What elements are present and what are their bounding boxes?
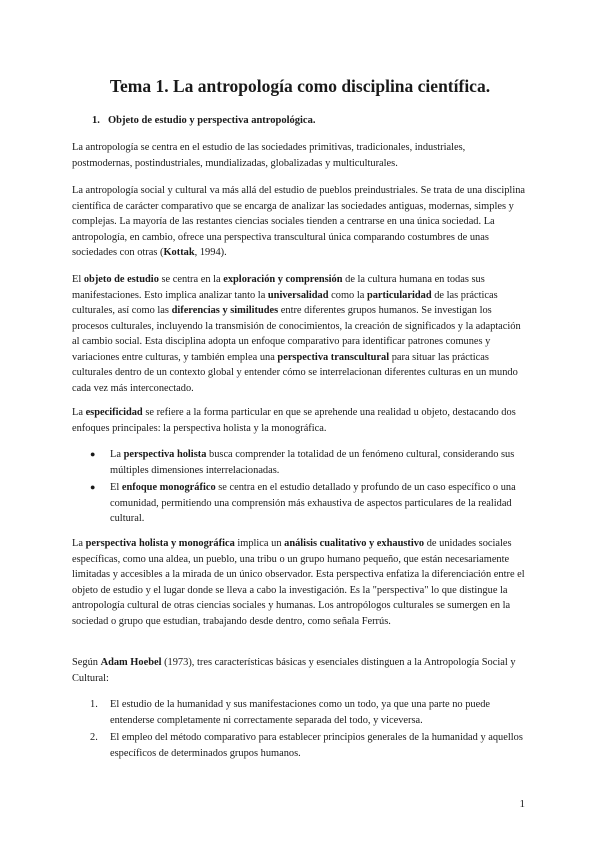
text-run: se centra en el estudio detallado y profundo de un caso específico o una comunidad, permitiendo una comprensión más exhaustiva de aspectos particulares de la realidad cultural. xyxy=(110,482,516,524)
text-run: se centra en la xyxy=(158,274,224,285)
list-item xyxy=(90,480,530,527)
text-run: El empleo del método comparativo para establecer principios generales de la humanidad y aquellos específicos de determinados grupos humanos. xyxy=(110,732,523,759)
bold-run: perspectiva transcultural xyxy=(277,351,390,363)
text-run: Según xyxy=(72,657,101,668)
paragraph-5 xyxy=(72,536,528,629)
text-run: de las prácticas culturales, así como las xyxy=(72,289,498,316)
text-run: (1973), tres características básicas y esenciales distinguen a la Antropología Social y Cultural: xyxy=(72,657,516,684)
text-run: para situar las prácticas culturales dentro de un contexto global y entender cómo se interrelacionan diferentes culturas en un mundo cada vez más interconectado. xyxy=(72,351,518,394)
text-run: , 1994). xyxy=(194,247,227,258)
bold-run: exploración y comprensión xyxy=(223,274,343,285)
list-item xyxy=(90,447,530,478)
bullet-icon: ● xyxy=(90,482,96,492)
paragraph-1: La antropología se centra en el estudio de las sociedades primitivas, tradicionales, industriales, postmodernas, postindustriales, mundializadas, globalizadas y multiculturales. xyxy=(72,142,466,169)
text-run: como la xyxy=(328,289,367,301)
list-number: 2. xyxy=(90,732,98,743)
bold-run: análisis cualitativo y exhaustivo xyxy=(284,538,425,549)
text-run: La antropología social y cultural va más allá del estudio de pueblos preindustriales. Se trata de una disciplina científica de carácter comparativo que se encarga de analizar las sociedades antiguas, modernas, simples y complejas. La mayoría de las restantes ciencias sociales tienden a centrarse en una única sociedad. La antropología, en cambio, ofrece una perspectiva transcultural única comparando costumbres de unas sociedades con otras ( xyxy=(72,185,526,258)
page-title: Tema 1. La antropología como disciplina científica. xyxy=(109,76,491,96)
text-run: de la cultura humana en todas sus manifestaciones. Esto implica analizar tanto la xyxy=(72,274,485,301)
text-run: La xyxy=(110,449,124,460)
list-item xyxy=(90,730,530,761)
bold-run: universalidad xyxy=(267,289,329,301)
paragraph-4 xyxy=(72,405,528,436)
section-label: Objeto de estudio y perspectiva antropológica. xyxy=(108,115,316,126)
bold-run: perspectiva holista xyxy=(123,449,207,460)
section-number: 1. xyxy=(92,115,100,126)
text-run: El estudio de la humanidad y sus manifestaciones como un todo, ya que una parte no puede entenderse completamente ni correctamente separada del todo, y viceversa. xyxy=(110,699,491,726)
bold-run: Kottak xyxy=(163,247,195,258)
text-run: entre diferentes grupos humanos. Se investigan los procesos culturales, incluyendo la transmisión de conocimientos, la creación de significados y la adaptación al cambio social. Esta disciplina adopta un enfoque comparativo para identificar patrones comunes y variaciones entre culturas, y también emplea una xyxy=(72,305,521,363)
text-run: La xyxy=(72,407,86,418)
bold-run: especificidad xyxy=(85,407,143,418)
list-number: 1. xyxy=(90,699,98,710)
list-item xyxy=(90,697,530,728)
bold-run: enfoque monográfico xyxy=(121,482,216,493)
paragraph-2 xyxy=(72,183,528,261)
numbered-list xyxy=(90,697,530,763)
bold-run: particularidad xyxy=(366,289,432,301)
page-number: 1 xyxy=(519,798,525,810)
bold-run: perspectiva holista y monográfica xyxy=(85,538,235,549)
text-run: de unidades sociales específicas, como una aldea, un pueblo, una tribu o un grupo humano pequeño, que están necesariamente limitadas y accesibles a la mirada de un único observador. Esta perspectiva enfatiza la diferenciación entre el objeto de estudio y el lugar donde se lleva a cabo la investigación. Es la "perspectiva" lo que distingue la antropología cultural de otras ciencias sociales y humanas. Los antropólogos culturales se sumergen en la sociedad o grupo que estudian, trabajando desde dentro, como señala Ferrús. xyxy=(72,538,525,627)
text-run: se refiere a la forma particular en que se aprehende una realidad u objeto, destacando dos enfoques principales: la perspectiva holista y la monográfica. xyxy=(72,407,516,434)
text-run: El xyxy=(110,482,122,493)
bullet-icon: ● xyxy=(90,449,96,459)
paragraph-3 xyxy=(72,272,528,396)
text-run: implica un xyxy=(234,538,285,549)
bold-run: diferencias y similitudes xyxy=(171,305,279,316)
bold-run: Adam Hoebel xyxy=(100,657,162,668)
bullet-list xyxy=(90,447,530,529)
bold-run: objeto de estudio xyxy=(83,274,159,285)
text-run: El xyxy=(72,274,84,285)
text-run: busca comprender la totalidad de un fenómeno cultural, considerando sus múltiples dimensiones interrelacionadas. xyxy=(110,449,515,476)
text-run: La xyxy=(72,538,86,549)
section-heading xyxy=(92,114,315,128)
paragraph-6 xyxy=(72,655,528,686)
